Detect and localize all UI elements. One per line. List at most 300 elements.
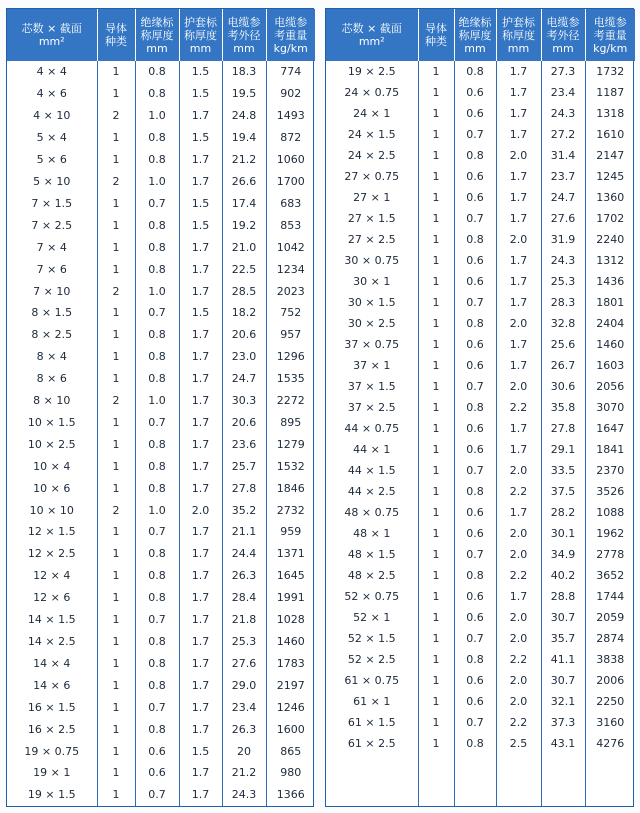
table-row — [7, 258, 315, 280]
cell-cores-section: 27 × 1.5 — [326, 208, 418, 229]
cell-sheath-thickness: 1.7 — [496, 334, 541, 355]
empty-cell — [326, 754, 418, 806]
cell-outer-diameter: 25.3 — [541, 271, 585, 292]
cell-cores-section: 52 × 1.5 — [326, 628, 418, 649]
cell-insulation-thickness: 0.7 — [135, 192, 179, 214]
cell-insulation-thickness: 0.6 — [454, 355, 496, 376]
col-header-cores-section: 芯数 × 截面 mm² — [326, 9, 418, 61]
cell-conductor-type: 1 — [418, 649, 454, 670]
table-row — [326, 292, 635, 313]
cell-weight: 1460 — [276, 635, 305, 649]
cell-weight: 1360 — [596, 191, 625, 204]
cell-outer-diameter: 21.8 — [222, 609, 266, 631]
cell-cores-section: 52 × 2.5 — [326, 649, 418, 670]
cell-sheath-thickness: 1.7 — [179, 280, 222, 302]
cell-sheath-thickness: 1.5 — [179, 127, 222, 149]
empty-cell — [496, 754, 541, 806]
table-row — [7, 631, 315, 653]
cell-weight: 1647 — [596, 422, 625, 435]
cell-weight: 902 — [280, 87, 302, 101]
cell-weight: 774 — [280, 65, 302, 79]
cell-weight: 2874 — [596, 632, 625, 645]
cell-outer-diameter: 33.5 — [541, 460, 585, 481]
cell-sheath-thickness: 1.7 — [179, 236, 222, 258]
cell-conductor-type: 1 — [418, 208, 454, 229]
cell-sheath-thickness: 1.7 — [496, 586, 541, 607]
cell-sheath-thickness: 2.0 — [496, 313, 541, 334]
table-row — [326, 565, 635, 586]
cell-insulation-thickness: 0.6 — [454, 418, 496, 439]
cell-weight: 1783 — [276, 656, 305, 670]
cell-insulation-thickness: 0.7 — [135, 302, 179, 324]
cell-weight: 1371 — [276, 547, 305, 561]
cell-cores-section: 8 × 2.5 — [7, 324, 97, 346]
table-row — [326, 733, 635, 754]
cell-weight: 853 — [280, 218, 302, 232]
cell-weight: 1296 — [276, 350, 305, 364]
cell-conductor-type: 1 — [418, 544, 454, 565]
cell-cores-section: 27 × 0.75 — [326, 166, 418, 187]
cell-insulation-thickness: 0.7 — [454, 712, 496, 733]
table-row — [7, 784, 315, 806]
cell-weight: 2240 — [596, 233, 625, 246]
table-row — [7, 455, 315, 477]
col-header-outer-diameter: 电缆参 考外径 mm — [541, 9, 585, 61]
cell-insulation-thickness: 0.7 — [135, 521, 179, 543]
cell-cores-section: 61 × 1 — [326, 691, 418, 712]
cell-sheath-thickness: 1.7 — [179, 368, 222, 390]
cell-weight: 2197 — [276, 678, 305, 692]
cell-cores-section: 5 × 6 — [7, 149, 97, 171]
table-row — [326, 670, 635, 691]
cell-cores-section: 44 × 2.5 — [326, 481, 418, 502]
col-header-weight: 电缆参 考重量 kg/km — [266, 9, 315, 61]
cell-cores-section: 12 × 6 — [7, 587, 97, 609]
cell-insulation-thickness: 0.8 — [135, 455, 179, 477]
cell-insulation-thickness: 1.0 — [135, 499, 179, 521]
table-row — [326, 649, 635, 670]
cell-sheath-thickness: 1.7 — [496, 355, 541, 376]
cell-weight: 1532 — [276, 459, 305, 473]
cell-weight: 2006 — [596, 674, 625, 687]
col-header-sheath-thickness: 护套标 称厚度 mm — [179, 9, 222, 61]
table-row — [326, 355, 635, 376]
cell-cores-section: 5 × 10 — [7, 171, 97, 193]
cell-cores-section: 8 × 4 — [7, 346, 97, 368]
cell-cores-section: 7 × 1.5 — [7, 192, 97, 214]
cell-sheath-thickness: 1.7 — [179, 587, 222, 609]
table-row — [326, 166, 635, 187]
cell-cores-section: 37 × 1.5 — [326, 376, 418, 397]
cell-outer-diameter: 25.6 — [541, 334, 585, 355]
cell-conductor-type: 1 — [418, 229, 454, 250]
cell-weight: 2250 — [596, 695, 625, 708]
table-row — [7, 412, 315, 434]
table-row — [7, 214, 315, 236]
cell-outer-diameter: 23.4 — [222, 696, 266, 718]
col-header-conductor-type: 导体 种类 — [97, 9, 135, 61]
cell-insulation-thickness: 0.8 — [135, 258, 179, 280]
cell-cores-section: 14 × 4 — [7, 652, 97, 674]
cell-outer-diameter: 30.6 — [541, 376, 585, 397]
cell-conductor-type: 1 — [97, 455, 135, 477]
cell-conductor-type: 1 — [418, 481, 454, 502]
cell-cores-section: 19 × 1.5 — [7, 784, 97, 806]
cell-conductor-type: 2 — [97, 105, 135, 127]
cell-outer-diameter: 20.6 — [222, 412, 266, 434]
cell-sheath-thickness: 1.7 — [179, 455, 222, 477]
cell-sheath-thickness: 1.7 — [179, 390, 222, 412]
cell-sheath-thickness: 1.7 — [179, 543, 222, 565]
cell-insulation-thickness: 0.6 — [135, 740, 179, 762]
cell-insulation-thickness: 0.8 — [454, 565, 496, 586]
cell-sheath-thickness: 1.5 — [179, 214, 222, 236]
table-row — [7, 61, 315, 83]
cell-weight: 1366 — [276, 788, 305, 802]
cell-outer-diameter: 19.5 — [222, 83, 266, 105]
table-row — [7, 609, 315, 631]
table-row — [326, 145, 635, 166]
cell-outer-diameter: 18.2 — [222, 302, 266, 324]
cell-cores-section: 8 × 1.5 — [7, 302, 97, 324]
cell-conductor-type: 1 — [418, 712, 454, 733]
cell-conductor-type: 1 — [97, 258, 135, 280]
cell-cores-section: 7 × 2.5 — [7, 214, 97, 236]
cell-outer-diameter: 21.0 — [222, 236, 266, 258]
cell-cores-section: 24 × 0.75 — [326, 82, 418, 103]
cell-insulation-thickness: 0.8 — [454, 229, 496, 250]
cell-weight: 1460 — [596, 338, 625, 351]
cell-sheath-thickness: 1.5 — [179, 740, 222, 762]
cell-outer-diameter: 30.1 — [541, 523, 585, 544]
table-row — [7, 171, 315, 193]
table-row — [326, 460, 635, 481]
cell-insulation-thickness: 0.8 — [135, 83, 179, 105]
table-row — [7, 652, 315, 674]
cell-weight: 1700 — [276, 174, 305, 188]
cell-insulation-thickness: 0.6 — [454, 271, 496, 292]
table-row — [7, 587, 315, 609]
cell-weight: 4276 — [596, 737, 625, 750]
col-header-insulation-thickness: 绝缘标 称厚度 mm — [454, 9, 496, 61]
table-row — [7, 477, 315, 499]
cell-conductor-type: 1 — [97, 149, 135, 171]
cell-insulation-thickness: 0.8 — [135, 324, 179, 346]
table-row — [326, 124, 635, 145]
col-header-sheath-thickness: 护套标 称厚度 mm — [496, 9, 541, 61]
cell-weight: 683 — [280, 196, 302, 210]
cell-conductor-type: 1 — [97, 302, 135, 324]
cell-cores-section: 8 × 10 — [7, 390, 97, 412]
cell-cores-section: 10 × 10 — [7, 499, 97, 521]
cell-cores-section: 48 × 0.75 — [326, 502, 418, 523]
cell-weight: 865 — [280, 744, 302, 758]
cell-sheath-thickness: 1.7 — [496, 124, 541, 145]
cell-sheath-thickness: 1.7 — [179, 477, 222, 499]
cell-sheath-thickness: 1.7 — [179, 609, 222, 631]
cell-sheath-thickness: 1.7 — [179, 631, 222, 653]
cell-cores-section: 7 × 4 — [7, 236, 97, 258]
cell-conductor-type: 1 — [418, 103, 454, 124]
cell-cores-section: 14 × 6 — [7, 674, 97, 696]
cell-conductor-type: 1 — [418, 376, 454, 397]
cell-conductor-type: 1 — [418, 628, 454, 649]
cell-cores-section: 10 × 6 — [7, 477, 97, 499]
cell-outer-diameter: 24.7 — [222, 368, 266, 390]
cell-outer-diameter: 24.3 — [222, 784, 266, 806]
cell-sheath-thickness: 1.5 — [179, 61, 222, 83]
table-row — [326, 208, 635, 229]
cell-sheath-thickness: 1.7 — [496, 61, 541, 82]
cell-cores-section: 37 × 0.75 — [326, 334, 418, 355]
table-row — [326, 523, 635, 544]
table-row — [7, 368, 315, 390]
table-row — [326, 439, 635, 460]
cell-weight: 1312 — [596, 254, 625, 267]
cell-cores-section: 12 × 1.5 — [7, 521, 97, 543]
cell-outer-diameter: 34.9 — [541, 544, 585, 565]
cell-cores-section: 30 × 2.5 — [326, 313, 418, 334]
col-header-cores-section: 芯数 × 截面 mm² — [7, 9, 97, 61]
cell-conductor-type: 1 — [418, 460, 454, 481]
cell-weight: 980 — [280, 766, 302, 780]
cell-sheath-thickness: 2.0 — [496, 523, 541, 544]
empty-cell — [541, 754, 585, 806]
cell-sheath-thickness: 1.7 — [496, 103, 541, 124]
cell-weight: 1088 — [596, 506, 625, 519]
cell-sheath-thickness: 1.5 — [179, 83, 222, 105]
table-row — [7, 127, 315, 149]
cell-cores-section: 24 × 1.5 — [326, 124, 418, 145]
cell-cores-section: 10 × 1.5 — [7, 412, 97, 434]
cell-insulation-thickness: 0.7 — [454, 208, 496, 229]
cell-cores-section: 5 × 4 — [7, 127, 97, 149]
cell-cores-section: 44 × 1 — [326, 439, 418, 460]
cell-insulation-thickness: 0.6 — [454, 439, 496, 460]
cell-weight: 1042 — [276, 240, 305, 254]
cell-outer-diameter: 35.8 — [541, 397, 585, 418]
col-header-weight: 电缆参 考重量 kg/km — [585, 9, 635, 61]
cell-sheath-thickness: 2.0 — [496, 145, 541, 166]
cell-sheath-thickness: 2.5 — [496, 733, 541, 754]
cell-conductor-type: 1 — [418, 313, 454, 334]
table-row — [7, 105, 315, 127]
cell-cores-section: 10 × 4 — [7, 455, 97, 477]
cell-insulation-thickness: 0.8 — [135, 236, 179, 258]
cell-insulation-thickness: 0.6 — [454, 334, 496, 355]
col-header-outer-diameter: 电缆参 考外径 mm — [222, 9, 266, 61]
cell-weight: 2370 — [596, 464, 625, 477]
cell-sheath-thickness: 1.7 — [179, 674, 222, 696]
cell-conductor-type: 1 — [97, 587, 135, 609]
cell-cores-section: 8 × 6 — [7, 368, 97, 390]
cell-sheath-thickness: 1.7 — [496, 502, 541, 523]
table-row — [7, 149, 315, 171]
cell-weight: 2147 — [596, 149, 625, 162]
cell-sheath-thickness: 2.0 — [496, 691, 541, 712]
cell-weight: 3652 — [596, 569, 625, 582]
cell-conductor-type: 1 — [418, 250, 454, 271]
table-row — [326, 103, 635, 124]
cell-cores-section: 52 × 1 — [326, 607, 418, 628]
cell-insulation-thickness: 1.0 — [135, 171, 179, 193]
cell-outer-diameter: 21.2 — [222, 149, 266, 171]
cell-conductor-type: 1 — [97, 236, 135, 258]
col-header-conductor-type: 导体 种类 — [418, 9, 454, 61]
cell-conductor-type: 2 — [97, 390, 135, 412]
cell-outer-diameter: 23.4 — [541, 82, 585, 103]
table-row — [326, 334, 635, 355]
cell-insulation-thickness: 0.8 — [454, 649, 496, 670]
table-header-row — [7, 9, 315, 61]
cell-cores-section: 12 × 2.5 — [7, 543, 97, 565]
cell-weight: 959 — [280, 525, 302, 539]
cell-weight: 957 — [280, 328, 302, 342]
cell-weight: 1600 — [276, 722, 305, 736]
table-row — [7, 83, 315, 105]
cell-outer-diameter: 22.5 — [222, 258, 266, 280]
cell-insulation-thickness: 0.7 — [135, 696, 179, 718]
table-row — [326, 418, 635, 439]
cell-weight: 1436 — [596, 275, 625, 288]
cell-conductor-type: 1 — [97, 346, 135, 368]
cell-weight: 2778 — [596, 548, 625, 561]
cell-conductor-type: 1 — [97, 192, 135, 214]
cell-insulation-thickness: 0.8 — [135, 433, 179, 455]
cell-cores-section: 16 × 1.5 — [7, 696, 97, 718]
cell-outer-diameter: 35.7 — [541, 628, 585, 649]
cell-cores-section: 12 × 4 — [7, 565, 97, 587]
cell-outer-diameter: 27.6 — [541, 208, 585, 229]
cell-outer-diameter: 17.4 — [222, 192, 266, 214]
cell-outer-diameter: 43.1 — [541, 733, 585, 754]
cell-sheath-thickness: 2.2 — [496, 649, 541, 670]
cell-insulation-thickness: 0.7 — [454, 628, 496, 649]
cell-outer-diameter: 25.7 — [222, 455, 266, 477]
cell-outer-diameter: 27.2 — [541, 124, 585, 145]
cell-insulation-thickness: 0.6 — [454, 103, 496, 124]
cell-insulation-thickness: 0.8 — [135, 565, 179, 587]
cell-conductor-type: 1 — [418, 61, 454, 82]
cell-weight: 752 — [280, 306, 302, 320]
table-row — [326, 586, 635, 607]
cell-outer-diameter: 23.0 — [222, 346, 266, 368]
cell-conductor-type: 1 — [97, 324, 135, 346]
cell-cores-section: 4 × 4 — [7, 61, 97, 83]
cell-insulation-thickness: 0.8 — [135, 149, 179, 171]
cell-outer-diameter: 24.4 — [222, 543, 266, 565]
cell-weight: 1610 — [596, 128, 625, 141]
cell-conductor-type: 1 — [97, 696, 135, 718]
cell-sheath-thickness: 1.7 — [496, 208, 541, 229]
cell-conductor-type: 1 — [97, 412, 135, 434]
cell-outer-diameter: 31.4 — [541, 145, 585, 166]
cell-insulation-thickness: 0.6 — [454, 523, 496, 544]
table-row — [7, 324, 315, 346]
cable-spec-table-right — [325, 8, 634, 807]
cell-outer-diameter: 20.6 — [222, 324, 266, 346]
table-row — [326, 250, 635, 271]
cell-sheath-thickness: 1.7 — [179, 784, 222, 806]
cell-sheath-thickness: 1.7 — [179, 696, 222, 718]
cell-conductor-type: 1 — [418, 271, 454, 292]
cell-weight: 1246 — [276, 700, 305, 714]
cell-conductor-type: 2 — [97, 499, 135, 521]
table-row — [7, 762, 315, 784]
cell-cores-section: 30 × 1.5 — [326, 292, 418, 313]
table-row — [326, 607, 635, 628]
cell-conductor-type: 1 — [97, 784, 135, 806]
cell-cores-section: 48 × 2.5 — [326, 565, 418, 586]
cell-conductor-type: 1 — [97, 214, 135, 236]
cell-conductor-type: 2 — [97, 280, 135, 302]
cell-sheath-thickness: 1.7 — [179, 171, 222, 193]
cell-outer-diameter: 19.2 — [222, 214, 266, 236]
cell-conductor-type: 1 — [97, 543, 135, 565]
table-row — [7, 565, 315, 587]
cell-weight: 1603 — [596, 359, 625, 372]
cell-sheath-thickness: 1.7 — [496, 166, 541, 187]
table-row — [326, 61, 635, 82]
col-header-insulation-thickness: 绝缘标 称厚度 mm — [135, 9, 179, 61]
cell-sheath-thickness: 2.0 — [179, 499, 222, 521]
cell-insulation-thickness: 0.6 — [454, 82, 496, 103]
cell-weight: 1493 — [276, 109, 305, 123]
cell-outer-diameter: 27.8 — [541, 418, 585, 439]
cell-outer-diameter: 30.7 — [541, 670, 585, 691]
cell-cores-section: 27 × 2.5 — [326, 229, 418, 250]
cell-insulation-thickness: 0.7 — [135, 412, 179, 434]
cell-conductor-type: 1 — [97, 127, 135, 149]
cell-conductor-type: 1 — [97, 433, 135, 455]
cell-conductor-type: 1 — [418, 187, 454, 208]
cell-sheath-thickness: 2.0 — [496, 607, 541, 628]
cell-sheath-thickness: 1.7 — [496, 271, 541, 292]
cell-insulation-thickness: 0.8 — [454, 61, 496, 82]
cell-insulation-thickness: 0.7 — [454, 460, 496, 481]
cell-weight: 1991 — [276, 591, 305, 605]
table-row — [7, 499, 315, 521]
table-row — [7, 346, 315, 368]
cell-outer-diameter: 27.8 — [222, 477, 266, 499]
cell-cores-section: 19 × 1 — [7, 762, 97, 784]
cell-cores-section: 61 × 1.5 — [326, 712, 418, 733]
cell-cores-section: 7 × 6 — [7, 258, 97, 280]
cell-outer-diameter: 32.8 — [541, 313, 585, 334]
cell-outer-diameter: 28.8 — [541, 586, 585, 607]
cell-conductor-type: 1 — [97, 83, 135, 105]
cell-outer-diameter: 30.3 — [222, 390, 266, 412]
cell-outer-diameter: 37.3 — [541, 712, 585, 733]
cell-outer-diameter: 26.3 — [222, 565, 266, 587]
cell-cores-section: 10 × 2.5 — [7, 433, 97, 455]
cell-outer-diameter: 28.3 — [541, 292, 585, 313]
cell-outer-diameter: 40.2 — [541, 565, 585, 586]
cell-outer-diameter: 21.1 — [222, 521, 266, 543]
table-row — [326, 271, 635, 292]
cell-insulation-thickness: 0.8 — [135, 674, 179, 696]
cell-insulation-thickness: 0.8 — [135, 652, 179, 674]
cell-weight: 2272 — [276, 394, 305, 408]
cell-insulation-thickness: 0.6 — [454, 187, 496, 208]
cell-outer-diameter: 28.5 — [222, 280, 266, 302]
cell-cores-section: 30 × 1 — [326, 271, 418, 292]
table-row — [7, 674, 315, 696]
cell-weight: 1732 — [596, 65, 625, 78]
cell-conductor-type: 1 — [418, 439, 454, 460]
table-row — [326, 691, 635, 712]
cell-weight: 3526 — [596, 485, 625, 498]
